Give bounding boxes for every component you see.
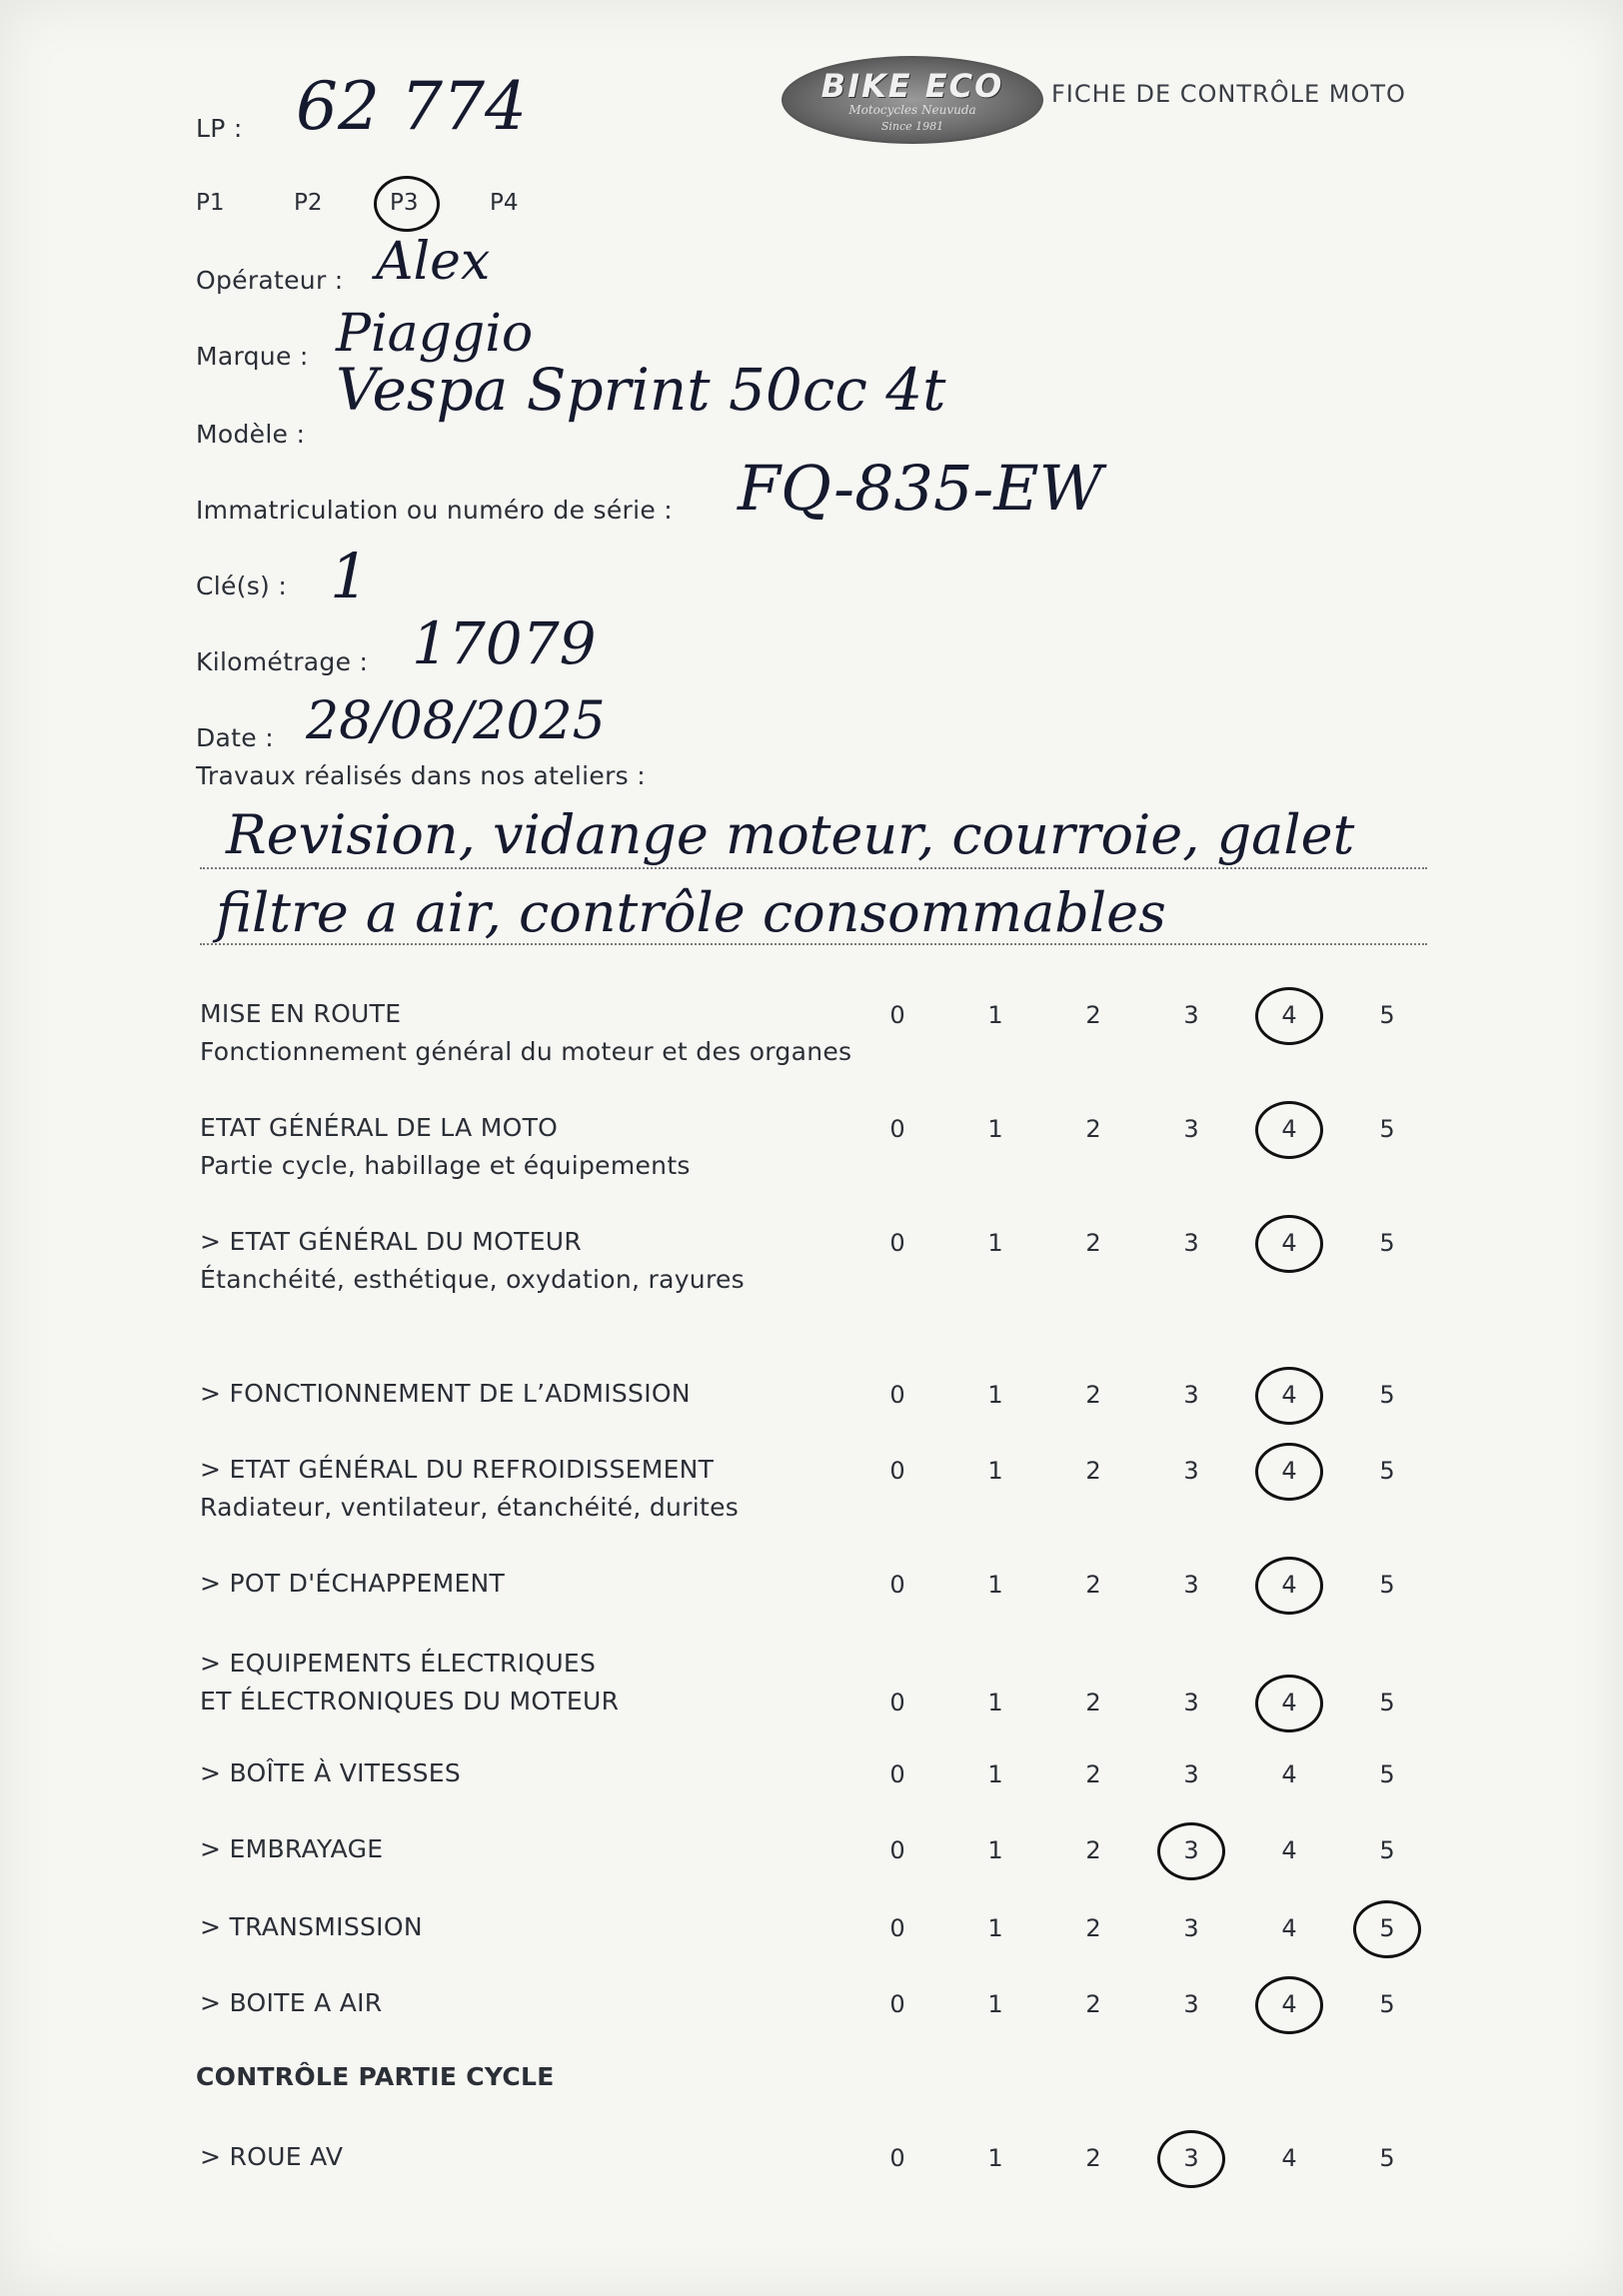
marque-label: Marque : [196,342,309,371]
marque-value[interactable]: Piaggio [336,304,534,364]
cycle-check-row-score-4[interactable]: 4 [1281,2144,1297,2172]
check-row-subtitle: Étanchéité, esthétique, oxydation, rayures [200,1265,745,1294]
check-row-score-4[interactable]: 4 [1281,1229,1297,1257]
check-row-score-0[interactable]: 0 [889,1689,905,1717]
check-row-title: > EMBRAYAGE [200,1834,384,1863]
check-row-score-5[interactable]: 5 [1379,1001,1395,1029]
check-row-score-2[interactable]: 2 [1085,1760,1101,1788]
travaux-dotted-line-1 [200,867,1427,869]
check-row-score-3[interactable]: 3 [1183,1914,1199,1942]
check-row-score-0[interactable]: 0 [889,1914,905,1942]
position-option-p2[interactable]: P2 [294,190,323,216]
check-row-score-0[interactable]: 0 [889,1990,905,2018]
check-row-score-2[interactable]: 2 [1085,1457,1101,1485]
check-row-subtitle: Partie cycle, habillage et équipements [200,1151,691,1180]
check-row-score-2[interactable]: 2 [1085,1001,1101,1029]
check-row-score-0[interactable]: 0 [889,1571,905,1599]
check-row-title: > FONCTIONNEMENT DE L’ADMISSION [200,1379,691,1408]
check-row-score-0[interactable]: 0 [889,1381,905,1409]
check-row-score-0[interactable]: 0 [889,1836,905,1864]
cles-label: Clé(s) : [196,572,288,600]
check-row-score-4[interactable]: 4 [1281,1689,1297,1717]
check-row-score-1[interactable]: 1 [987,1914,1003,1942]
cycle-check-row-score-0[interactable]: 0 [889,2144,905,2172]
logo-since: Since 1981 [880,120,944,133]
position-option-p1[interactable]: P1 [196,190,225,216]
check-row-title: > BOITE A AIR [200,1988,383,2017]
position-option-p3[interactable]: P3 [390,190,419,216]
travaux-label: Travaux réalisés dans nos ateliers : [196,761,646,790]
check-row-score-1[interactable]: 1 [987,1760,1003,1788]
check-row-score-5[interactable]: 5 [1379,1457,1395,1485]
check-row-score-4[interactable]: 4 [1281,1115,1297,1143]
check-row-score-0[interactable]: 0 [889,1760,905,1788]
check-row-score-1[interactable]: 1 [987,1001,1003,1029]
check-row-score-5[interactable]: 5 [1379,1836,1395,1864]
check-row-title: > BOÎTE À VITESSES [200,1758,462,1787]
modele-value[interactable]: Vespa Sprint 50cc 4t [336,356,946,424]
check-row-score-4[interactable]: 4 [1281,1457,1297,1485]
check-row-score-1[interactable]: 1 [987,1571,1003,1599]
check-row-score-3[interactable]: 3 [1183,1457,1199,1485]
check-row-score-5[interactable]: 5 [1379,1990,1395,2018]
check-row-score-4[interactable]: 4 [1281,1001,1297,1029]
cycle-check-row-score-3[interactable]: 3 [1183,2144,1199,2172]
check-row-score-2[interactable]: 2 [1085,1990,1101,2018]
check-row-score-5[interactable]: 5 [1379,1760,1395,1788]
check-row-score-2[interactable]: 2 [1085,1381,1101,1409]
check-row-score-3[interactable]: 3 [1183,1381,1199,1409]
check-row-title: > POT D'ÉCHAPPEMENT [200,1569,506,1598]
section-title-partie-cycle: CONTRÔLE PARTIE CYCLE [196,2062,555,2091]
check-row-score-5[interactable]: 5 [1379,1689,1395,1717]
check-row-subtitle: Fonctionnement général du moteur et des organes [200,1037,852,1066]
check-row-score-1[interactable]: 1 [987,1457,1003,1485]
check-row-score-3[interactable]: 3 [1183,1836,1199,1864]
check-row-score-4[interactable]: 4 [1281,1760,1297,1788]
check-row-title: > ETAT GÉNÉRAL DU MOTEUR [200,1227,583,1256]
logo-tagline: Motocycles Neuvuda [848,103,976,117]
check-row-subtitle: ET ÉLECTRONIQUES DU MOTEUR [200,1687,620,1716]
check-row-score-4[interactable]: 4 [1281,1381,1297,1409]
check-row-score-5[interactable]: 5 [1379,1115,1395,1143]
check-row-score-2[interactable]: 2 [1085,1571,1101,1599]
check-row-score-2[interactable]: 2 [1085,1229,1101,1257]
cycle-check-row-score-2[interactable]: 2 [1085,2144,1101,2172]
check-row-score-3[interactable]: 3 [1183,1001,1199,1029]
travaux-dotted-line-2 [200,943,1427,945]
check-row-score-4[interactable]: 4 [1281,1571,1297,1599]
check-row-score-5[interactable]: 5 [1379,1381,1395,1409]
logo-brand: BIKE ECO [820,67,1004,105]
immatriculation-value[interactable]: FQ-835-EW [738,452,1103,525]
travaux-line-2[interactable]: filtre a air, contrôle consommables [216,881,1166,944]
check-row-score-2[interactable]: 2 [1085,1689,1101,1717]
check-row-score-5[interactable]: 5 [1379,1229,1395,1257]
check-row-score-1[interactable]: 1 [987,1689,1003,1717]
check-row-score-4[interactable]: 4 [1281,1836,1297,1864]
modele-label: Modèle : [196,420,306,449]
check-row-score-0[interactable]: 0 [889,1115,905,1143]
check-row-score-3[interactable]: 3 [1183,1760,1199,1788]
check-row-score-5[interactable]: 5 [1379,1571,1395,1599]
check-row-title: > ETAT GÉNÉRAL DU REFROIDISSEMENT [200,1455,715,1484]
position-option-p4[interactable]: P4 [490,190,519,216]
operateur-value[interactable]: Alex [376,232,491,292]
sheet-title: FICHE DE CONTRÔLE MOTO [1051,80,1406,108]
check-row-score-3[interactable]: 3 [1183,1229,1199,1257]
check-row-score-0[interactable]: 0 [889,1229,905,1257]
check-row-score-3[interactable]: 3 [1183,1115,1199,1143]
check-row-title: MISE EN ROUTE [200,999,402,1028]
check-row-score-2[interactable]: 2 [1085,1836,1101,1864]
check-row-score-4[interactable]: 4 [1281,1914,1297,1942]
check-row-score-1[interactable]: 1 [987,1990,1003,2018]
lp-value[interactable]: 62 774 [296,68,527,145]
cycle-check-row-score-5[interactable]: 5 [1379,2144,1395,2172]
check-row-score-2[interactable]: 2 [1085,1914,1101,1942]
kilometrage-label: Kilométrage : [196,647,369,676]
check-row-score-3[interactable]: 3 [1183,1689,1199,1717]
check-row-score-2[interactable]: 2 [1085,1115,1101,1143]
kilometrage-value[interactable]: 17079 [412,609,597,677]
bike-eco-logo [782,56,1043,144]
cycle-check-row-title: > ROUE AV [200,2142,344,2171]
check-row-subtitle: Radiateur, ventilateur, étanchéité, durites [200,1493,740,1522]
cycle-check-row-score-1[interactable]: 1 [987,2144,1003,2172]
immatriculation-label: Immatriculation ou numéro de série : [196,496,673,525]
check-row-score-0[interactable]: 0 [889,1457,905,1485]
check-row-score-0[interactable]: 0 [889,1001,905,1029]
date-value[interactable]: 28/08/2025 [306,691,606,751]
check-row-score-5[interactable]: 5 [1379,1914,1395,1942]
check-row-score-3[interactable]: 3 [1183,1571,1199,1599]
check-row-title: > EQUIPEMENTS ÉLECTRIQUES [200,1649,597,1678]
check-row-score-4[interactable]: 4 [1281,1990,1297,2018]
check-row-score-3[interactable]: 3 [1183,1990,1199,2018]
date-label: Date : [196,723,274,752]
cles-value[interactable]: 1 [330,540,370,612]
check-row-score-1[interactable]: 1 [987,1115,1003,1143]
check-row-score-1[interactable]: 1 [987,1229,1003,1257]
check-row-score-1[interactable]: 1 [987,1381,1003,1409]
check-row-score-1[interactable]: 1 [987,1836,1003,1864]
check-row-title: ETAT GÉNÉRAL DE LA MOTO [200,1113,559,1142]
check-row-title: > TRANSMISSION [200,1912,423,1941]
operateur-label: Opérateur : [196,266,344,295]
travaux-line-1[interactable]: Revision, vidange moteur, courroie, galet [226,803,1355,866]
lp-label: LP : [196,114,243,143]
